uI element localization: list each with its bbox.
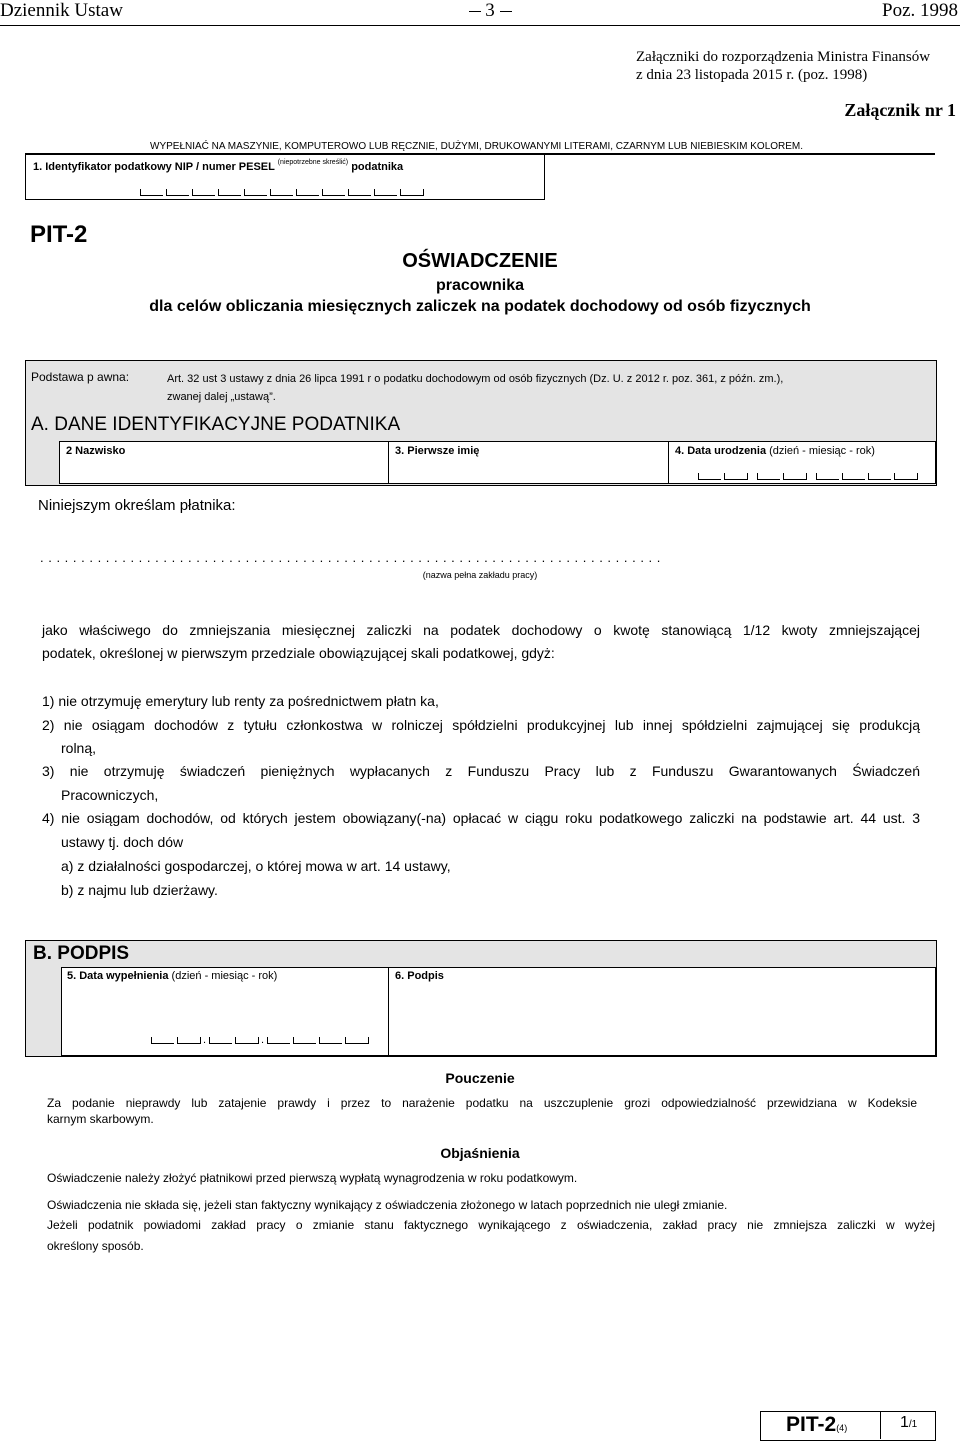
- signature-label: 6. Podpis: [395, 970, 444, 982]
- instruction-title: Pouczenie: [445, 1070, 515, 1086]
- point-3: 3) nie otrzymuję świadczeń pieniężnych wypłacanych z Funduszu Pracy lub z Funduszu Gwarantowanych Świadczeń: [42, 763, 920, 779]
- form-subtitle: pracownika: [435, 277, 525, 294]
- point-4b: b) z najmu lub dzierżawy.: [61, 882, 218, 898]
- position-number: Poz. 1998: [882, 0, 958, 21]
- birth-year-boxes[interactable]: [816, 473, 921, 481]
- point-1: 1) nie otrzymuję emerytury lub renty za pośrednictwem płatn ka,: [42, 693, 439, 709]
- fill-date-label: 5. Data wypełnienia (dzień - miesiąc - rok): [67, 970, 278, 982]
- payer-caption: (nazwa pełna zakładu pracy): [422, 570, 538, 580]
- header-divider: [0, 25, 960, 26]
- explanations-title: Objaśnienia: [440, 1145, 520, 1161]
- point-4a: a) z działalności gospodarczej, o której mowa w art. 14 ustawy,: [61, 858, 451, 874]
- birth-day-boxes[interactable]: [698, 473, 751, 481]
- first-name-label: 3. Pierwsze imię: [395, 445, 480, 457]
- statement-line-2: podatek, określonej w pierwszym przedziale obowiązującej skali podatkowej, gdyż:: [42, 645, 555, 661]
- page-number: 3: [460, 0, 520, 22]
- fill-day-boxes[interactable]: [151, 1037, 204, 1045]
- section-b-title: B. PODPIS: [33, 943, 130, 964]
- payer-intro: Niniejszym określam płatnika:: [38, 497, 236, 514]
- fill-instruction: WYPEŁNIAĆ NA MASZYNIE, KOMPUTEROWO LUB RĘCZNIE, DUŻYMI, DRUKOWANYMI LITERAMI, CZARNYM LUB NIEBIESKIM KOLOREM.: [150, 141, 804, 152]
- point-3-cont: Pracowniczych,: [61, 787, 159, 803]
- annex-number: Załącznik nr 1: [844, 100, 956, 120]
- journal-name: Dziennik Ustaw: [0, 0, 123, 21]
- attachments-reference: Załączniki do rozporządzenia Ministra Finansów z dnia 23 listopada 2015 r. (poz. 1998): [636, 49, 931, 83]
- form-purpose: dla celów obliczania miesięcznych zaliczek na podatek dochodowy od osób fizycznych: [149, 298, 811, 315]
- payer-name-line[interactable]: . . . . . . . . . . . . . . . . . . . . . . . . . . . . . . . . . . . . . . . . . . . . . . . . . . . . . . . . . . . . . . . . . . . . . . . . . . . .: [40, 550, 661, 565]
- form-title: OŚWIADCZENIE: [402, 250, 558, 272]
- point-2: 2) nie osiągam dochodów z tytułu członkostwa w rolniczej spółdzielni produkcyjnej lub innej spółdzielni zajmującej się produkcją: [42, 717, 920, 733]
- form-code: PIT-2: [30, 221, 88, 248]
- section-a-title: A. DANE IDENTYFIKACYJNE PODATNIKA: [31, 414, 401, 435]
- point-4: 4) nie osiągam dochodów, od których jestem obowiązany(-na) opłacać w ciągu roku podatkowego zaliczki na podstawie art. 44 ust. 3: [42, 810, 920, 826]
- signature-field[interactable]: [388, 967, 936, 1056]
- explanation-3: Jeżeli podatnik powiadomi zakład pracy o zmianie stanu faktycznego wynikającego z oświadczenia, zakład pracy nie zmniejsza zaliczki w wyżej: [47, 1218, 935, 1232]
- fill-month-boxes[interactable]: [209, 1037, 262, 1045]
- date-separator: .: [261, 1034, 265, 1046]
- footer-divider: [880, 1411, 881, 1439]
- explanation-3-cont: określony sposób.: [47, 1239, 144, 1253]
- fill-year-boxes[interactable]: [267, 1037, 372, 1045]
- explanation-2: Oświadczenia nie składa się, jeżeli stan faktyczny wynikający z oświadczenia złożonego w latach poprzednich nie uległ zmianie.: [47, 1198, 728, 1212]
- footer-page-number: 1/1: [900, 1414, 918, 1431]
- legal-basis-label: Podstawa p awna:: [31, 370, 130, 384]
- surname-label: 2 Nazwisko: [66, 445, 126, 457]
- birth-month-boxes[interactable]: [757, 473, 810, 481]
- statement-line-1: jako właściwego do zmniejszania miesięcznej zaliczki na podatek dochodowy o kwotę stanowiącą 1/12 kwoty zmniejszającej: [42, 622, 920, 638]
- explanation-1: Oświadczenie należy złożyć płatnikowi przed pierwszą wypłatą wynagrodzenia w roku podatkowym.: [47, 1171, 578, 1185]
- point-4-cont: ustawy tj. doch dów: [61, 834, 184, 850]
- date-separator: .: [203, 1034, 207, 1046]
- instruction-text-2: karnym skarbowym.: [47, 1112, 154, 1126]
- instruction-text-1: Za podanie nieprawdy lub zatajenie prawdy i przez to narażenie podatku na uszczuplenie grozi odpowiedzialność przewidziana w Kodeksie: [47, 1096, 917, 1110]
- footer-form-code: PIT-2(4): [786, 1413, 848, 1436]
- nip-digit-boxes[interactable]: [140, 189, 427, 197]
- legal-basis-text: Art. 32 ust 3 ustawy z dnia 26 lipca 1991 r o podatku dochodowym od osób fizycznych (Dz. U. z 2012 r. poz. 361, z późn. zm.), zwanej dalej „ustawą”.: [167, 373, 784, 403]
- nip-pesel-label: 1. Identyfikator podatkowy NIP / numer PESEL $^{(niepotrzebne skreślić)}$ podatnika: [33, 159, 404, 173]
- birth-date-label: 4. Data urodzenia (dzień - miesiąc - rok): [675, 445, 875, 457]
- point-2-cont: rolną,: [61, 740, 97, 756]
